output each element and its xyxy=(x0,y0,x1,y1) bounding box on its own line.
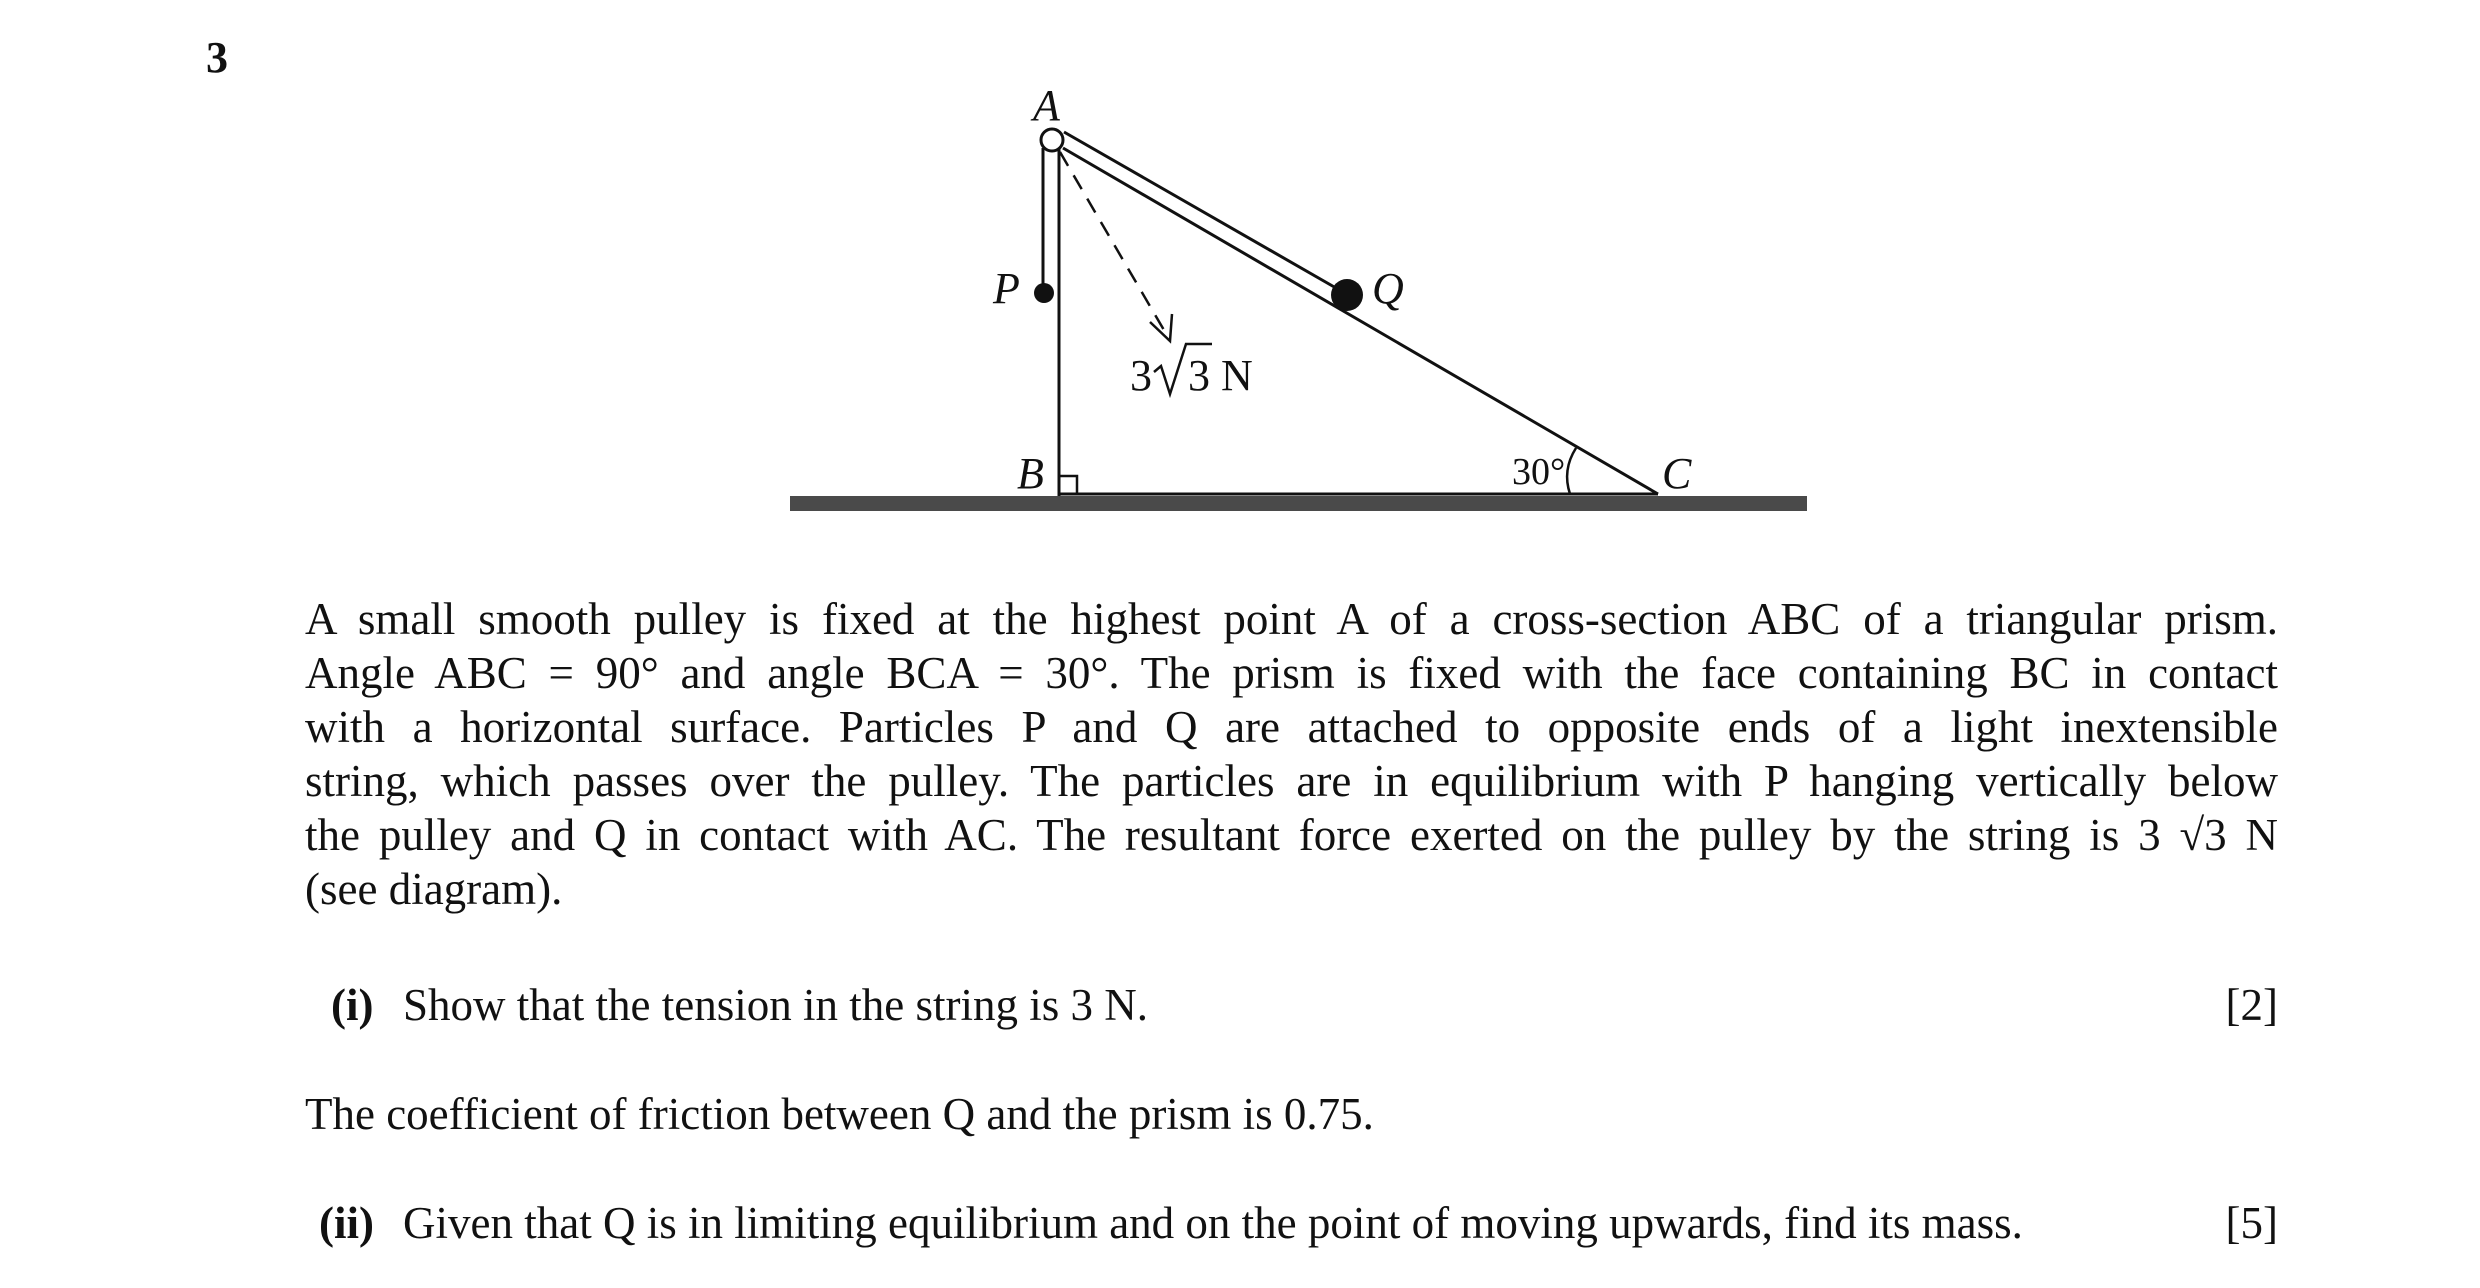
part-i-label: (i) xyxy=(331,980,374,1030)
force-label-radicand: 3 N xyxy=(1188,351,1253,400)
part-i xyxy=(305,978,2278,1032)
arrow-head xyxy=(1150,314,1172,341)
question-number: 3 xyxy=(206,33,228,82)
particle-p xyxy=(1034,283,1054,303)
angle-label: 30° xyxy=(1512,451,1566,493)
label-a: A xyxy=(1033,81,1060,130)
part-i-marks: [2] xyxy=(2225,980,2278,1030)
force-label-coefficient: 3 xyxy=(1130,351,1152,400)
question-paragraph xyxy=(305,592,2278,916)
part-i-text: Show that the tension in the string is 3 N. xyxy=(403,980,1148,1030)
side-ac xyxy=(1063,148,1658,494)
part-ii xyxy=(305,1196,2278,1250)
angle-arc xyxy=(1567,448,1576,494)
part-ii-marks: [5] xyxy=(2225,1198,2278,1248)
label-p: P xyxy=(993,264,1020,313)
right-angle-marker xyxy=(1059,476,1077,494)
particle-q xyxy=(1331,279,1363,311)
label-c: C xyxy=(1662,449,1692,498)
friction-text: The coefficient of friction between Q and the prism is 0.75. xyxy=(305,1089,1374,1139)
resultant-force-arrow xyxy=(1060,152,1168,337)
part-ii-label: (ii) xyxy=(319,1198,374,1248)
label-q: Q xyxy=(1372,264,1404,313)
string-to-q xyxy=(1064,132,1336,288)
part-ii-text: Given that Q is in limiting equilibrium and on the point of moving upwards, find its mass. xyxy=(403,1198,2023,1248)
paragraph-line: the pulley and Q in contact with AC. The resultant force exerted on the pulley by the string is 3 √3 N xyxy=(305,810,2278,860)
paragraph-line: Angle ABC = 90° and angle BCA = 30°. The prism is fixed with the face containing BC in contact xyxy=(305,648,2278,698)
label-b: B xyxy=(1017,449,1044,498)
paragraph-line: string, which passes over the pulley. The particles are in equilibrium with P hanging vertically below xyxy=(305,756,2278,806)
paragraph-line: with a horizontal surface. Particles P and Q are attached to opposite ends of a light inextensible xyxy=(305,702,2278,752)
horizontal-surface xyxy=(790,496,1807,511)
pulley xyxy=(1041,129,1063,151)
prism-pulley-diagram xyxy=(0,0,2480,560)
paragraph-line: (see diagram). xyxy=(305,864,563,914)
friction-statement xyxy=(305,1087,2278,1141)
paragraph-line: A small smooth pulley is fixed at the highest point A of a cross-section ABC of a triangular prism. xyxy=(305,594,2278,644)
